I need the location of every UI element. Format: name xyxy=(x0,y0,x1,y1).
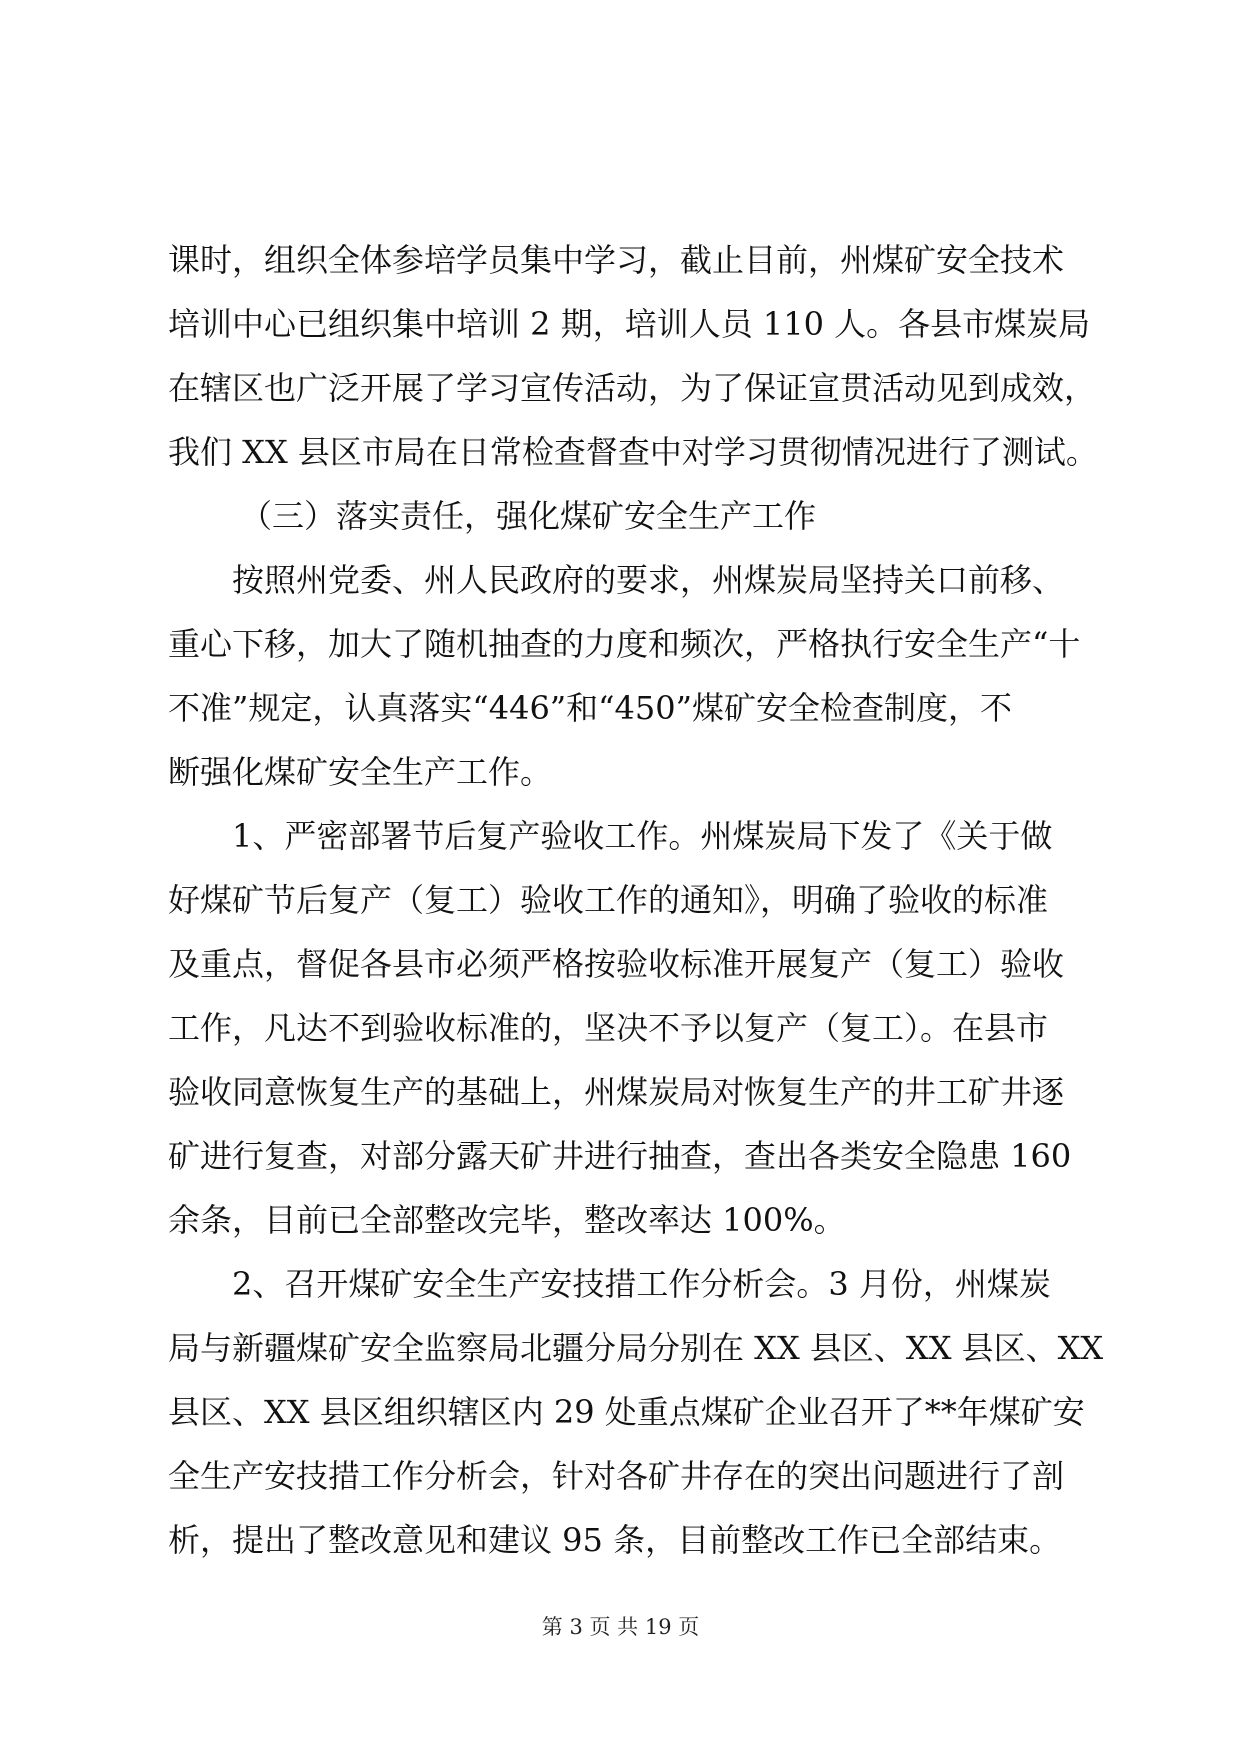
page-number-label: 第 3 页 共 19 页 xyxy=(541,1615,700,1639)
text-line: 及重点，督促各县市必须严格按验收标准开展复产（复工）验收 xyxy=(168,945,1065,983)
text-line: 培训中心已组织集中培训 2 期，培训人员 110 人。各县市煤炭局 xyxy=(168,305,1091,343)
text-line: 矿进行复查，对部分露天矿井进行抽查，查出各类安全隐患 160 xyxy=(168,1137,1072,1175)
text-line: 工作，凡达不到验收标准的，坚决不予以复产（复工）。在县市 xyxy=(168,1009,1049,1047)
section-heading: （三）落实责任，强化煤矿安全生产工作 xyxy=(240,497,817,535)
text-line: 全生产安技措工作分析会，针对各矿井存在的突出问题进行了剖 xyxy=(168,1457,1065,1495)
text-line: 验收同意恢复生产的基础上，州煤炭局对恢复生产的井工矿井逐 xyxy=(168,1073,1065,1111)
text-line: 在辖区也广泛开展了学习宣传活动，为了保证宣贯活动见到成效， xyxy=(168,369,1097,407)
text-line: 重心下移，加大了随机抽查的力度和频次，严格执行安全生产“十 xyxy=(168,625,1081,663)
text-line: 县区、XX 县区组织辖区内 29 处重点煤矿企业召开了**年煤矿安 xyxy=(168,1393,1085,1431)
page-footer xyxy=(0,1612,1241,1642)
text-line: 断强化煤矿安全生产工作。 xyxy=(168,753,553,791)
body-text xyxy=(168,228,1108,1572)
text-line: 好煤矿节后复产（复工）验收工作的通知》，明确了验收的标准 xyxy=(168,881,1049,919)
text-line: 我们 XX 县区市局在日常检查督查中对学习贯彻情况进行了测试。 xyxy=(168,433,1098,471)
paragraph-first-line: 1、严密部署节后复产验收工作。州煤炭局下发了《关于做 xyxy=(232,817,1053,855)
text-line: 不准”规定，认真落实“446”和“450”煤矿安全检查制度，不 xyxy=(168,689,1012,727)
paragraph-first-line: 按照州党委、州人民政府的要求，州煤炭局坚持关口前移、 xyxy=(232,561,1065,599)
text-line: 析，提出了整改意见和建议 95 条，目前整改工作已全部结束。 xyxy=(168,1521,1062,1559)
text-line: 课时，组织全体参培学员集中学习，截止目前，州煤矿安全技术 xyxy=(168,241,1065,279)
text-line: 局与新疆煤矿安全监察局北疆分局分别在 XX 县区、XX 县区、XX xyxy=(168,1329,1104,1367)
text-line: 余条，目前已全部整改完毕，整改率达 100%。 xyxy=(168,1201,846,1239)
paragraph-first-line: 2、召开煤矿安全生产安技措工作分析会。3 月份，州煤炭 xyxy=(232,1265,1051,1303)
